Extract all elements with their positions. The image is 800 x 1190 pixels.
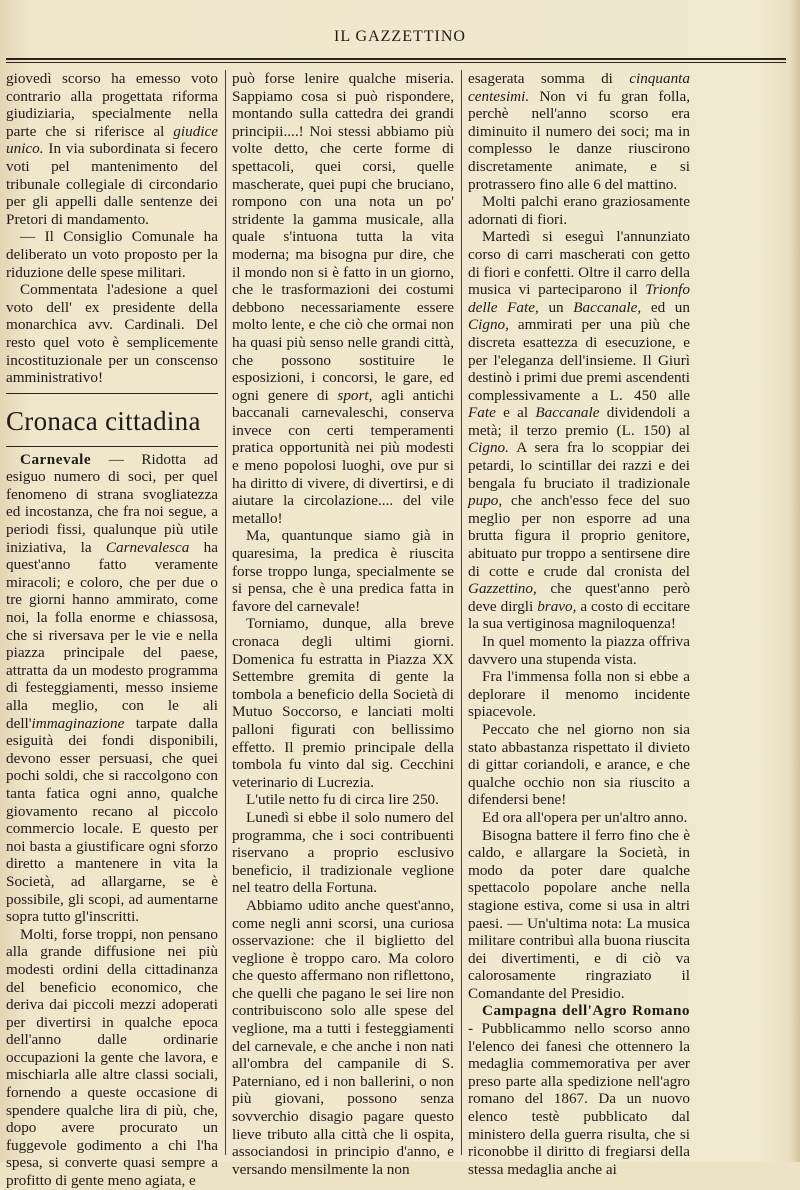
page-edge [790, 0, 800, 1162]
paragraph: Peccato che nel giorno non sia stato abbastanza rispettato il divieto di gittar coriandoli, e arance, e che qualche occhio non sia riuscito a difendersi bene! [468, 720, 690, 809]
masthead-rule [6, 58, 786, 60]
paragraph: Commentata l'adesione a quel voto dell' ex presidente della monarchica avv. Cardinali. Del resto quel voto è semplicemente incostituzionale per un conscenso amministrativo! [6, 281, 218, 387]
paragraph: Ma, quantunque siamo già in quaresima, la predica è riuscita forse troppo lunga, specialmente se si pensa, che è una predica fatta in favore del carnevale! [232, 527, 454, 615]
paragraph: Molti palchi erano graziosamente adornati di fiori. [468, 193, 690, 228]
paragraph: L'utile netto fu di circa lire 250. [246, 791, 439, 809]
paragraph: Torniamo, dunque, alla breve cronaca degli ultimi giorni. Domenica fu estratta in Piazza XX Settembre gremita di gente la tombola a beneficio della Società di Mutuo Soccorso, e lanciati molti palloni figurati con bellissimo effetto. Il premio principale della tombola fu vinto dal sig. Cecchini veterinario di Lucrezia. [232, 615, 454, 791]
paragraph: Abbiamo udito anche quest'anno, come negli anni scorsi, una curiosa osservazione: che il biglietto del veglione è troppo caro. Ma coloro che questo affermano non riflettono, che quelli che pagano le sei lire non contribuiscono solo alle spese del veglione, ma a tutti i festeggiamenti del carnevale, e che anche i non nati all'ombra del campanile di S. Paterniano, ed i non ballerini, o non più giovani, possono senza sovverchio disagio pagare questo lieve tributo alla città che li ospita, associandosi in principio d'anno, e versando mensilmente la non [232, 896, 454, 1178]
paragraph: Ed ora all'opera per un'altro anno. [482, 808, 688, 826]
section-title: Cronaca cittadina [6, 405, 201, 436]
masthead: IL GAZZETTINO [334, 28, 466, 45]
article-heading: Carnevale [20, 450, 92, 468]
paragraph: — Il Consiglio Comunale ha deliberato un voto proposto per la riduzione delle spese militari. [6, 228, 218, 281]
paragraph: Lunedì si ebbe il solo numero del programma, che i soci contribuenti riservano a proprio esclusivo beneficio, il tradizionale veglione nel teatro della Fortuna. [232, 808, 454, 897]
paragraph: Campagna dell'Agro Romano - Pubblicammo nello scorso anno l'elenco dei fanesi che ottennero la medaglia commemorativa per aver preso parte alla spedizione nell'agro romano del 1867. Da un nuovo elenco testè pubblicato dal ministero della guerra risulta, che si riconobbe il diritto di fregiarsi della stessa medaglia anche ai [468, 1002, 690, 1178]
paragraph: giovedì scorso ha emesso voto contrario alla progettata riforma giudiziaria, specialmente nella parte che si riferisce al giudice unico. In via subordinata si fecero voti pel mantenimento del tribunale collegiale di circondario per gli appelli dalle sentenze dei Pretori di mandamento. [6, 70, 218, 228]
paragraph: Martedì si eseguì l'annunziato corso di carri mascherati con getto di fiori e confetti. Oltre il carro della musica vi parteciparono il Trionfo delle Fate, un Baccanale, ed un Cigno, ammirati per una più che discreta esattezza di esecuzione, e per l'eleganza dell'insieme. Il Giurì destinò i primi due premi ascendenti complessivamente a L. 450 alle Fate e al Baccanale dividendoli a metà; il terzo premio (L. 150) al Cigno. A sera fra lo scoppiar dei petardi, lo scintillar dei razzi e dei bengala fu bruciato il tradizionale pupo, che anch'esso fece del suo meglio per non esporre ad una brutta figura il proprio genitore, abituato pur troppo a sentirsene dire di cotte e crude dal cronista del Gazzettino, che quest'anno però deve dirgli bravo, a costo di eccitare la sua vertiginosa magniloquenza! [468, 228, 690, 633]
paragraph: esagerata somma di cinquanta centesimi. Non vi fu gran folla, perchè nell'anno scorso era diminuito il numero dei soci; ma in complesso le danze riuscirono discretamente animate, e si protrassero fino alle 6 del mattino. [468, 70, 690, 193]
paragraph: Carnevale — Ridotta ad esiguo numero di soci, per quel fenomeno di strana svogliatezza ed incostanza, che fra noi segue, a periodi fissi, qualunque più utile iniziativa, la Carnevalesca ha quest'anno fatto veramente miracoli; e coloro, che per due o tre giorni hanno ammirato, come noi, la folla enorme e chiassosa, che si riversava per le vie e nella piazza principale del paese, attratta da un modesto programma di festeggiamenti, messo insieme alla meglio, con le ali dell'immaginazione tarpate dalla esiguità dei fondi disponibili, devono esser persuasi, che quei pochi soldi, che si raccolgono con tanta fatica ogni anno, qualche giovamento recano al piccolo commercio locale. E questo per noi basta a giustificare ogni sforzo diretto a mantenere in vita la Società, ad allargarne, se è possibile, gli scopi, ad aumentarne sopra tutto gl'inscritti. [6, 450, 219, 926]
masthead-rule-thin [6, 62, 786, 63]
column-1 [6, 70, 219, 1190]
column-2 [232, 70, 454, 1178]
paragraph: Molti, forse troppi, non pensano alla grande diffusione nei più modesti ordini della cittadinanza del beneficio economico, che deriva dai piccoli mezzi adoperati per divertirsi in qualche epoca dell'anno dalle ordinarie occupazioni la gente che lavora, e mischiarla alle altre classi sociali, fornendo a queste occasione di spendere qualche lira di più, che, dopo avere procurato un fuggevole godimento a chi l'ha spesa, si converte quasi sempre a profitto di gente meno agiata, e [6, 925, 218, 1190]
paragraph: può forse lenire qualche miseria. Sappiamo cosa si può rispondere, montando sulla cattedra dei grandi principii....! Noi stessi abbiamo più volte detto, che certe forme di spettacoli, quei corsi, quelle mascherate, quei pupi che bruciano, rompono con una nota un po' stridente la gamma musicale, alla quale s'intuona tutta la vita moderna; ma bisogna pur dire, che il mondo non si è fatto in un giorno, che le trasformazioni dei costumi debbono necessariamente essere molto lente, e che ciò che ormai non ha quasi più senso nelle grandi città, che possono sostituire le esposizioni, i concorsi, le gare, ed ogni genere di sport, agli antichi baccanali carnevaleschi, conserva invece con certi temperamenti pratica opportunità nei più modesti e meno popolosi luoghi, ove pur si ha diritto di vivere, di divertirsi, e di aiutare la circolazione.... del vile metallo! [232, 70, 454, 527]
paragraph: Bisogna battere il ferro fino che è caldo, e allargare la Società, in modo da poter dare qualche spettacolo popolare anche nella stagione estiva, come si usa in altri paesi. — Un'ultima nota: La musica militare contribuì alla buona riuscita dei divertimenti, e di ciò va calorosamente ringraziato il Comandante del Presidio. [468, 826, 690, 1002]
section-rule [6, 393, 218, 394]
paragraph: In quel momento la piazza offriva davvero una stupenda vista. [468, 633, 690, 668]
article-heading: Campagna dell'Agro Romano [482, 1002, 690, 1020]
column-divider [225, 70, 226, 1155]
column-3 [468, 70, 690, 1178]
paragraph: Fra l'immensa folla non si ebbe a deplorare il menomo incidente spiacevole. [468, 668, 690, 721]
section-rule [6, 446, 218, 447]
column-divider [461, 70, 462, 1155]
